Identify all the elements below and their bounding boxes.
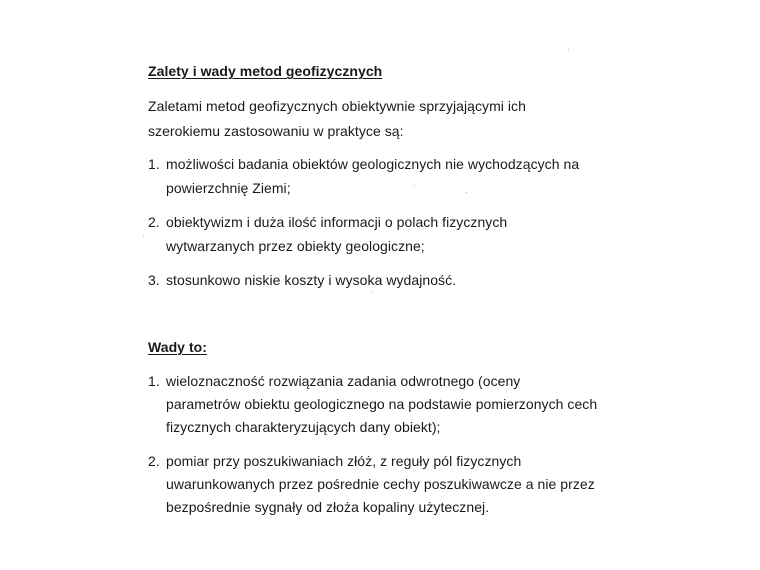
list-item	[148, 450, 598, 519]
list-item	[148, 153, 598, 200]
list-item-text: możliwości badania obiektów geologicznych nie wychodzących na powierzchnię Ziemi;	[166, 156, 580, 196]
scan-speck	[143, 236, 144, 237]
advantages-heading: Zalety i wady metod geofizycznych	[148, 63, 383, 79]
list-item-text: obiektywizm i duża ilość informacji o polach fizycznych wytwarzanych przez obiekty geologiczne;	[166, 214, 508, 254]
list-item-number: 3.	[148, 272, 160, 288]
list-item	[148, 211, 598, 258]
list-item	[148, 269, 598, 293]
advantages-list	[148, 153, 598, 293]
disadvantages-heading: Wady to:	[148, 338, 207, 355]
list-item	[148, 370, 598, 439]
list-item-number: 2.	[148, 214, 160, 230]
list-item-number: 1.	[148, 372, 160, 389]
list-item-text: pomiar przy poszukiwaniach złóż, z reguły pól fizycznych uwarunkowanych przez pośrednie cechy poszukiwawcze a nie przez bezpośrednie sygnały od złoża kopaliny użytecznej.	[166, 452, 595, 515]
section-gap	[148, 304, 598, 338]
document-body	[148, 62, 598, 530]
disadvantages-list	[148, 370, 598, 519]
list-item-number: 1.	[148, 156, 160, 172]
list-item-text: stosunkowo niskie koszty i wysoka wydajność.	[166, 272, 457, 288]
scan-speck	[568, 49, 569, 50]
advantages-intro: Zaletami metod geofizycznych obiektywnie sprzyjającymi ich szerokiemu zastosowaniu w praktyce są:	[148, 98, 526, 139]
list-item-number: 2.	[148, 452, 160, 469]
list-item-text: wieloznaczność rozwiązania zadania odwrotnego (oceny parametrów obiektu geologicznego na podstawie pomierzonych cech fizycznych charakteryzujących dany obiekt);	[166, 372, 598, 435]
